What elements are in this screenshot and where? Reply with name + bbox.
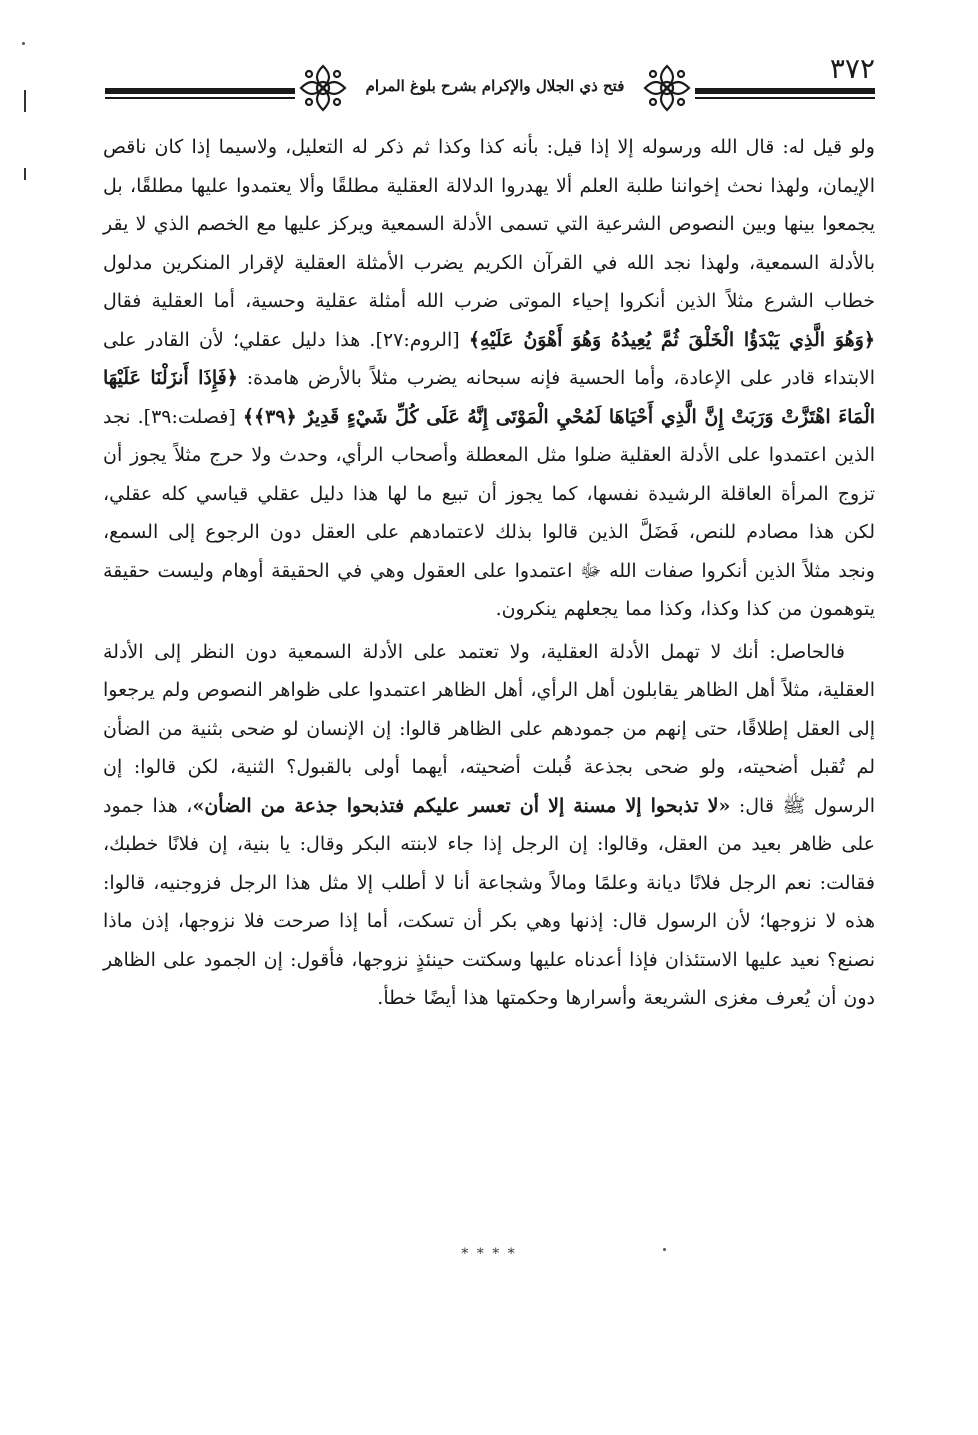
paragraph	[103, 633, 875, 1018]
ornament-left-icon	[297, 62, 349, 114]
header-rule-right-thin	[695, 97, 875, 99]
scan-dot	[663, 1248, 666, 1251]
margin-mark	[24, 168, 26, 180]
ornament-right-icon	[641, 62, 693, 114]
main-text	[103, 128, 875, 1018]
paragraph-text: فالحاصل: أنك لا تهمل الأدلة العقلية، ولا تعتمد على الأدلة السمعية دون النظر إلى الأدلة العقلية، مثلاً أهل الظاهر يقابلون أهل الرأي، أهل الظاهر اعتمدوا على ظواهر النصوص ولم يرجعوا إلى العقل إطلاقًا، حتى إنهم من جمودهم على الظاهر قالوا: إن الإنسان لو ضحى بثنية من الضأن لم تُقبل أضحيته، ولو ضحى بجذعة قُبلت أضحيته، أيهما أولى بالقبول؟ الثنية، لكن قالوا: إن الرسول ﷺ قال:	[103, 640, 875, 817]
verse-reference: [الروم:٢٧]	[375, 328, 469, 351]
verse-reference: [فصلت:٣٩]	[143, 405, 243, 428]
paragraph	[103, 128, 875, 629]
quran-verse: ﴿وَهُوَ الَّذِي يَبْدَؤُا الْخَلْقَ ثُمَّ يُعِيدُهُ وَهُوَ أَهْوَنُ عَلَيْهِ﴾	[468, 328, 875, 351]
section-separator: * * * *	[461, 1246, 517, 1262]
running-title: فتح ذي الجلال والإكرام بشرح بلوغ المرام	[365, 77, 625, 95]
paragraph-text: ولو قيل له: قال الله ورسوله إلا إذا قيل: بأنه كذا وكذا ثم ذكر له التعليل، ولاسيما إذا كان ناقص الإيمان، ولهذا نحث إخواننا طلبة العلم ألا يهدروا الدلالة العقلية مطلقًا وألا يعتمدوا عليها مطلقًا، بل يجمعوا بينها وبين النصوص الشرعية التي تسمى الأدلة السمعية ويركز عليها مع الخصم الذي لا يقر بالأدلة السمعية، ولهذا نجد الله في القرآن الكريم يضرب الأمثلة العقلية لإقرار المنكرين مدلول خطاب الشرع مثلاً الذين أنكروا إحياء الموتى ضرب الله أمثلة عقلية وحسية، أما العقلية فقال	[103, 136, 875, 312]
page-header	[105, 52, 875, 122]
header-rule-left-thin	[105, 97, 295, 99]
header-rule-right	[695, 88, 875, 94]
paragraph-text: . نجد الذين اعتمدوا على الأدلة العقلية ضلوا مثل المعطلة وأصحاب الرأي، وحدث ولا حرج مثلاً يجوز أن تزوج المرأة العاقلة الرشيدة نفسها، كما يجوز أن تبيع ما لها هذا دليل عقلي قياسي كله عقلي، لكن هذا مصادم للنص، فَضَلَّ الذين قالوا بذلك لاعتمادهم على العقل دون الرجوع إلى السمع، ونجد مثلاً الذين أنكروا صفات الله ﷻ اعتمدوا على العقول وهي في الحقيقة أوهام وليست حقيقة يتوهمون من كذا وكذا، وكذا مما يجعلهم ينكرون.	[103, 405, 875, 620]
paragraph-text: . هذا دليل عقلي؛ لأن القادر على الابتداء قادر على الإعادة، وأما الحسية فإنه سبحانه يضرب مثلاً بالأرض هامدة:	[103, 328, 875, 389]
page-number: ٣٧٢	[829, 52, 875, 85]
scan-dot	[22, 42, 25, 45]
paragraph-text: ، هذا جمود على ظاهر بعيد من العقل، وقالوا: إن الرجل إذا جاء لابنته البكر وقال: يا بنية، إن فلانًا خطبك، فقالت: نعم الرجل فلانًا ديانة وعلمًا ومالاً وشجاعة أنا لا أطلب إلا مثل هذا الرجل فزوجنيه، قالوا: هذه لا نزوجها؛ لأن الرسول قال: إذنها وهي بكر أن تسكت، أما إذا صرحت فلا نزوجها، إذن ماذا نصنع؟ نعيد عليها الاستئذان فإذا أعدناه عليها وسكتت حينئذٍ نزوجها، فأقول: إن الجمود على الظاهر دون أن يُعرف مغزى الشريعة وأسرارها وحكمتها هذا أيضًا خطأ.	[103, 794, 875, 1009]
margin-mark	[24, 90, 26, 112]
header-rule-left	[105, 88, 295, 94]
quran-verse: ﴿فَإِذَا أَنزَلْنَا عَلَيْهَا الْمَاءَ اهْتَزَّتْ وَرَبَتْ إِنَّ الَّذِي أَحْيَاهَا لَمُحْيِ الْمَوْتَى إِنَّهُ عَلَى كُلِّ شَيْءٍ قَدِيرٌ ﴿٣٩﴾﴾	[103, 367, 876, 428]
hadith-quote: «لا تذبحوا إلا مسنة إلا أن تعسر عليكم فتذبحوا جذعة من الضأن»	[192, 794, 731, 817]
